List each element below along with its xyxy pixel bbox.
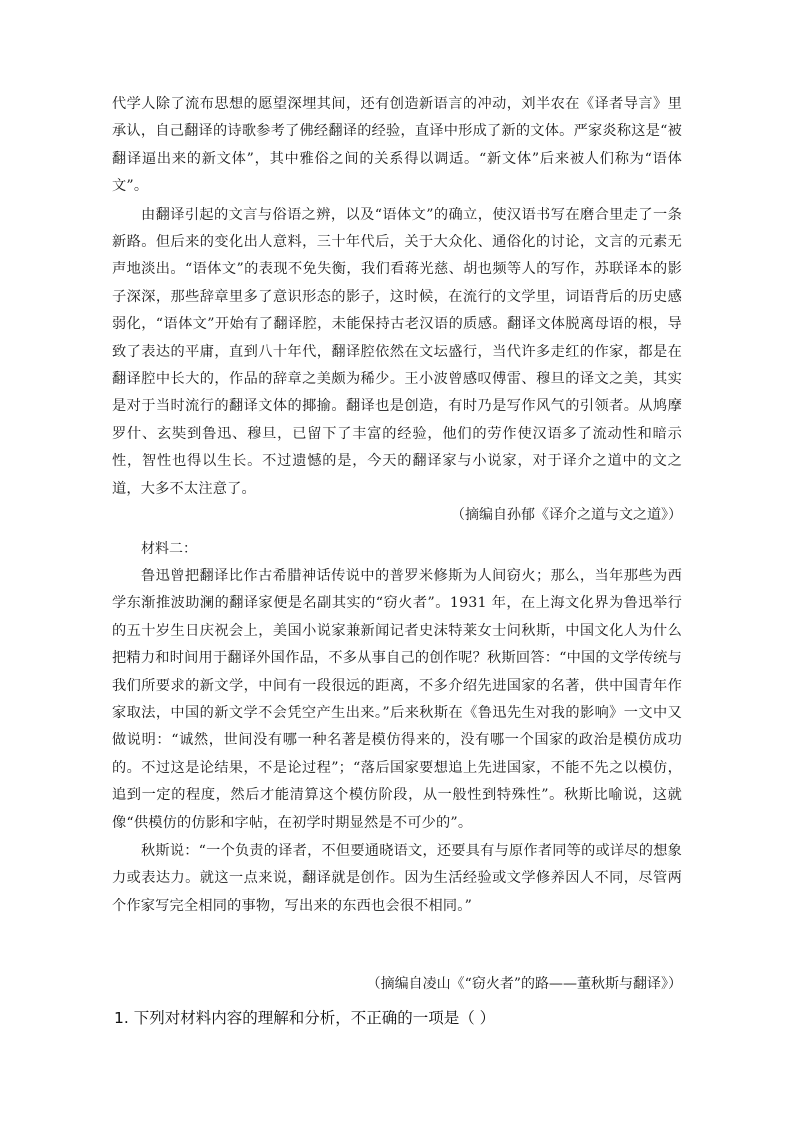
paragraph: 鲁迅曾把翻译比作古希腊神话传说中的普罗米修斯为人间窃火；那么，当年那些为西学东渐推波助澜的翻译家便是名副其实的“窃火者”。1931 年，在上海文化界为鲁迅举行的五十岁生日庆祝会上，美国小说家兼新闻记者史沫特莱女士问秋斯，中国文化人为什么把精力和时间用于翻译外国作品，不多从事自己的创作呢？秋斯回答：“中国的文学传统与我们所要求的新文学，中间有一段很远的距离，不多介绍先进国家的名著，供中国青年作家取法，中国的新文学不会凭空产生出来。”后来秋斯在《鲁迅先生对我的影响》一文中又做说明：“诚然，世间没有哪一种名著是模仿得来的，没有哪一个国家的政治是模仿成功的。不过这是论结果，不是论过程”；“落后国家要想追上先进国家，不能不先之以模仿，追到一定的程度，然后才能清算这个模仿阶段，从一般性到特殊性”。秋斯比喻说，这就像“供模仿的仿影和字帖，在初学时期显然是不可少的”。 [112,568,682,831]
material-heading: 材料二： [141,541,197,557]
paragraph: 秋斯说：“一个负责的译者，不但要通晓语文，还要具有与原作者同等的或详尽的想象力或表达力。就这一点来说，翻译就是创作。因为生活经验或文学修养因人不同，尽管两个作家写完全相同的事物，写出来的东西也会很不相同。” [112,843,682,914]
paragraph: 代学人除了流布思想的愿望深埋其间，还有创造新语言的冲动，刘半农在《译者导言》里承认，自己翻译的诗歌参考了佛经翻译的经验，直译中形成了新的文体。严家炎称这是“被翻译逼出来的新文体”，其中雅俗之间的关系得以调适。“新文体”后来被人们称为“语体文”。 [112,96,682,195]
paragraph: 由翻译引起的文言与俗语之辨，以及“语体文”的确立，使汉语书写在磨合里走了一条新路。但后来的变化出人意料，三十年代后，关于大众化、通俗化的讨论，文言的元素无声地淡出。“语体文”的表现不免失衡，我们看蒋光慈、胡也频等人的写作，苏联译本的影子深深，那些辞章里多了意识形态的影子，这时候，在流行的文学里，词语背后的历史感弱化，“语体文”开始有了翻译腔，未能保持古老汉语的质感。翻译文体脱离母语的根，导致了表达的平庸，直到八十年代，翻译腔依然在文坛盛行，当代许多走红的作家，都是在翻译腔中长大的，作品的辞章之美颇为稀少。王小波曾感叹傅雷、穆旦的译文之美，其实是对于当时流行的翻译文体的揶揄。翻译也是创造，有时乃是写作风气的引领者。从鸠摩罗什、玄奘到鲁迅、穆旦，已留下了丰富的经验，他们的劳作使汉语多了流动性和暗示性，智性也得以生长。不过遗憾的是，今天的翻译家与小说家，对于译介之道中的文之道，大多不太注意了。 [112,206,682,497]
source-citation: （摘编自孙郁《译介之道与文之道》） [451,507,682,523]
material-one [112,91,682,503]
question-stem: 1. 下列对材料内容的理解和分析，不正确的一项是（ ） [114,1009,496,1027]
material-two [112,563,682,920]
source-citation: （摘编自凌山《“窃火者”的路——董秋斯与翻译》） [366,976,682,992]
